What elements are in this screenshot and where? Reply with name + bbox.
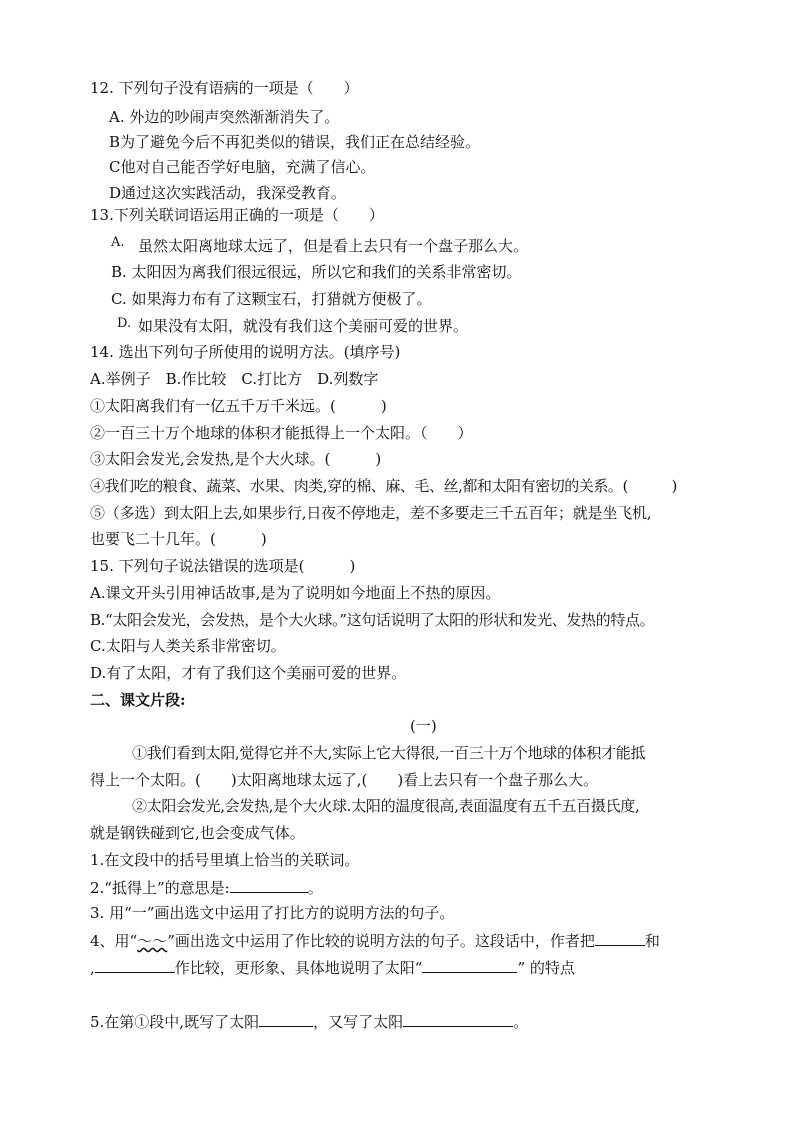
answer-blank-2[interactable] — [230, 878, 308, 893]
answer-blank-5b[interactable] — [403, 1012, 513, 1027]
answer-blank-5a[interactable] — [259, 1012, 313, 1027]
q12-option-c: C他对自己能否学好电脑，充满了信心。 — [109, 158, 376, 176]
q15-stem: 15. 下列句子说法错误的选项是( ) — [90, 557, 356, 575]
q14-item-5-line2: 也要飞二十几年。( ) — [90, 530, 267, 548]
q15-option-d: D.有了太阳，才有了我们这个美丽可爱的世界。 — [90, 664, 407, 682]
passage-p1-line2: 得上一个太阳。( )太阳离地球太远了,( )看上去只有一个盘子那么大。 — [90, 771, 599, 789]
sub-question-4-line2 — [90, 958, 575, 977]
section-heading: 二、课文片段: — [90, 691, 186, 709]
wavy-line-mark: ～～ — [137, 932, 168, 950]
q13-option-c: C. 如果海力布有了这颗宝石，打猎就方便极了。 — [111, 290, 432, 308]
sub-question-4-line1 — [90, 931, 660, 950]
sub-question-3: 3. 用“一”画出选文中运用了打比方的说明方法的句子。 — [90, 904, 455, 922]
sub-question-4-text-and: 和 — [644, 932, 660, 950]
q13-option-b: B. 太阳因为离我们很远很远，所以它和我们的关系非常密切。 — [111, 263, 522, 281]
sub-question-5-text-end: 。 — [513, 1013, 529, 1031]
q14-stem: 14. 选出下列句子所使用的说明方法。(填序号) — [90, 343, 401, 361]
sub-question-5 — [90, 1012, 528, 1031]
q15-option-b: B.“太阳会发光，会发热，是个大火球。”这句话说明了太阳的形状和发光、发热的特点。 — [90, 611, 655, 629]
sub-question-2-end: 。 — [307, 879, 323, 897]
q13-stem: 13.下列关联词语运用正确的一项是（ ） — [90, 206, 384, 224]
q13-option-a-letter: A. — [111, 235, 125, 250]
passage-p2-line1: ②太阳会发光,会发热,是个大火球.太阳的温度很高,表面温度有五千五百摄氏度, — [132, 797, 640, 815]
q13-option-d-letter: D. — [117, 316, 132, 331]
q12-option-d: D通过这次实践活动，我深受教育。 — [109, 184, 347, 202]
sub-question-4-comma: , — [90, 959, 95, 977]
q12-option-a: A. 外边的吵闹声突然渐渐消失了。 — [109, 108, 340, 126]
q12-stem: 12. 下列句子没有语病的一项是（ ） — [90, 79, 359, 97]
q14-options: A.举例子 B.作比较 C.打比方 D.列数字 — [90, 370, 379, 388]
q13-option-d: 如果没有太阳，就没有我们这个美丽可爱的世界。 — [138, 317, 469, 335]
passage-p2-line2: 就是钢铁碰到它,也会变成气体。 — [90, 824, 305, 842]
sub-question-4-text-mid: ”画出选文中运用了作比较的说明方法的句子。这段话中，作者把 — [167, 932, 595, 950]
passage-part-label: (一) — [410, 717, 437, 735]
sub-question-4-text-start: 4、用“ — [90, 932, 138, 950]
q13-option-a: 虽然太阳离地球太远了，但是看上去只有一个盘子那么大。 — [138, 237, 529, 255]
sub-question-1: 1.在文段中的括号里填上恰当的关联词。 — [90, 851, 360, 869]
answer-blank-4a[interactable] — [595, 931, 645, 946]
q14-item-4: ④我们吃的粮食、蔬菜、水果、肉类,穿的棉、麻、毛、丝,都和太阳有密切的关系。( ) — [90, 477, 677, 495]
q14-item-1: ①太阳离我们有一亿五千万千米远。( ) — [90, 397, 387, 415]
sub-question-2 — [90, 878, 323, 897]
q14-item-5-line1: ⑤（多选）到太阳上去,如果步行,日夜不停地走，差不多要走三千五百年；就是坐飞机, — [90, 504, 652, 522]
sub-question-5-text-start: 5.在第①段中,既写了太阳 — [90, 1013, 260, 1031]
q14-item-3: ③太阳会发光,会发热,是个大火球。( ) — [90, 450, 382, 468]
q15-option-c: C.太阳与人类关系非常密切。 — [90, 637, 286, 655]
sub-question-2-text: 2.“抵得上”的意思是: — [90, 879, 230, 897]
sub-question-5-text-mid: ，又写了太阳 — [313, 1013, 404, 1031]
sub-question-4-text-feature: ” 的特点 — [517, 959, 575, 977]
passage-p1-line1: ①我们看到太阳,觉得它并不大,实际上它大得很,一百三十万个地球的体积才能抵 — [132, 744, 646, 762]
q15-option-a: A.课文开头引用神话故事,是为了说明如今地面上不热的原因。 — [90, 584, 501, 602]
answer-blank-4c[interactable] — [422, 958, 517, 973]
q12-option-b: B为了避免今后不再犯类似的错误，我们正在总结经验。 — [109, 133, 481, 151]
sub-question-4-text-compare: 作比较，更形象、具体地说明了太阳“ — [174, 959, 423, 977]
q14-item-2: ②一百三十万个地球的体积才能抵得上一个太阳。（ ） — [90, 424, 473, 442]
answer-blank-4b[interactable] — [95, 958, 175, 973]
